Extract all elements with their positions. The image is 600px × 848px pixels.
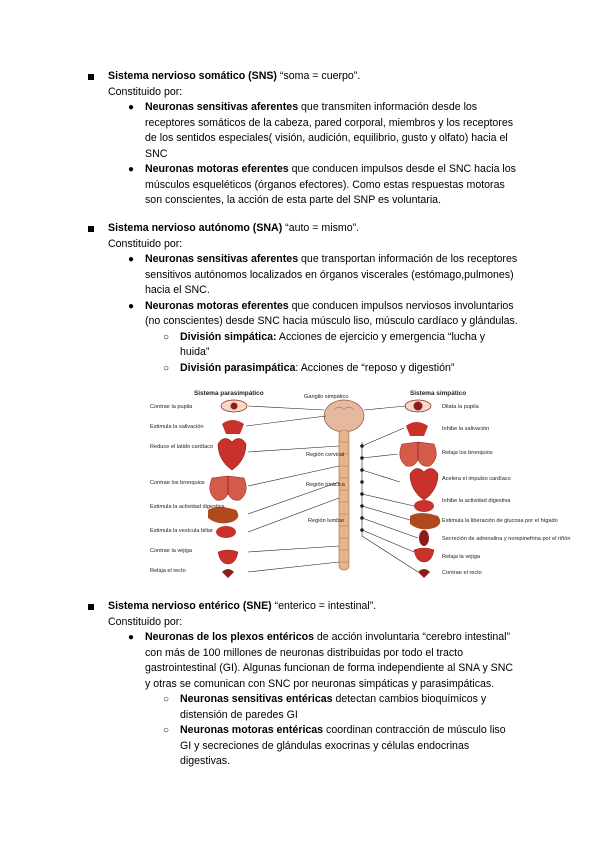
nervous-system-diagram: [148, 386, 571, 582]
list-subitem: ○ Neuronas sensitivas entéricas detectan cambios bioquímicos y distensión de paredes GI: [163, 693, 487, 721]
section-sna: [0, 221, 600, 376]
section-sns: [0, 69, 600, 209]
list-item: ● Neuronas motoras eferentes que conducen impulsos nerviosos involuntarios (no conscientes) desde SNC hacia músculo liso, músculo cardíaco y glándulas.: [128, 299, 518, 327]
hollow-bullet-icon: ○: [163, 331, 170, 343]
constituted-label: Constituido por:: [108, 237, 183, 250]
diagram-label: Secreción de adrenalina y norepinefrina por el riñón: [442, 536, 571, 542]
diagram-label: Contrae el recto: [442, 570, 482, 576]
round-bullet-icon: ●: [128, 632, 135, 643]
list-item: ● Neuronas sensitivas aferentes que transportan información de los receptores sensitivos autónomos localizados en órganos viscerales (estómago,pulmones) hacia el SNC.: [128, 253, 518, 296]
stomach-icon: [216, 526, 236, 538]
constituted-label: Constituido por:: [108, 615, 183, 628]
ganglion-label: Ganglio simpático: [304, 394, 349, 400]
round-bullet-icon: ●: [128, 254, 135, 265]
diagram-label: Estimula la vesícula biliar: [150, 528, 213, 534]
region-label: Región lumbar: [308, 518, 345, 524]
region-label: Región torácica: [306, 482, 345, 488]
diagram-label: Dilata la pupila: [442, 404, 479, 410]
square-bullet-icon: [88, 74, 94, 80]
hollow-bullet-icon: ○: [163, 725, 170, 736]
heading-sna: Sistema nervioso autónomo (SNA) “auto = mismo”.: [0, 221, 600, 237]
diagram-label: Acelera el impulso cardíaco: [442, 476, 511, 482]
square-bullet-icon: [88, 226, 94, 232]
diagram-label: Contrae los bronquios: [150, 480, 205, 486]
round-bullet-icon: ●: [128, 164, 135, 175]
diagram-label: Relaja la vejiga: [442, 554, 480, 560]
list-item: ● Neuronas de los plexos entéricos de acción involuntaria “cerebro intestinal” con más de 100 millones de neuronas distribuidas por todo el tracto gastrointestinal (GI). Algunas funcionan de forma independiente al SNA y SNC y otras se comunican con SNC por neuronas simpáticas y parasimpáticas.: [128, 631, 514, 690]
sympathetic-title: Sistema simpático: [410, 390, 467, 397]
constituted-label: Constituido por:: [108, 85, 183, 98]
list-subitem: ○ División simpática: Acciones de ejercicio y emergencia “lucha y huida”: [163, 330, 486, 358]
parasympathetic-title: Sistema parasimpático: [194, 390, 264, 397]
kidney-icon: [419, 530, 429, 546]
diagram-label: Relaja el recto: [150, 568, 186, 574]
list-subitem: ○ División parasimpática: Acciones de “reposo y digestión”: [0, 361, 600, 377]
section-sne: [0, 599, 600, 770]
diagram-label: Estimula la liberación de glucosa por el hígado: [442, 518, 558, 524]
stomach-icon: [414, 500, 434, 512]
salivary-gland-icon: [406, 422, 428, 436]
list-item: ● Neuronas sensitivas aferentes que transmiten información desde los receptores somáticos de la cabeza, pared corporal, miembros y los receptores de los sentidos especiales( visión, audición, equilibrio, gusto y olfato) hacia el SNC: [128, 101, 514, 160]
liver-icon: [410, 513, 440, 529]
pupil-icon: [231, 403, 238, 410]
list-subitem: ○ Neuronas motoras entéricas coordinan contracción de músculo liso GI y secreciones de glándulas exocrinas y células endocrinas digestivas.: [163, 724, 506, 767]
diagram-label: Estimula la actividad digestiva: [150, 504, 225, 510]
list-item: ● Neuronas motoras eferentes que conducen impulsos desde el SNC hacia los músculos esqueléticos (órganos efectores). Como estas respuestas motoras son conscientes, la acción de esta parte del SNP es voluntaria.: [128, 163, 516, 206]
square-bullet-icon: [88, 604, 94, 610]
diagram-label: Estimula la salivación: [150, 424, 204, 430]
round-bullet-icon: ●: [128, 300, 135, 312]
diagram-label: Contrae la pupila: [150, 404, 193, 410]
hollow-bullet-icon: ○: [163, 362, 170, 374]
diagram-label: Contrae la vejiga: [150, 548, 192, 554]
salivary-gland-icon: [222, 420, 244, 434]
round-bullet-icon: ●: [128, 102, 135, 113]
diagram-label: Inhibe la actividad digestiva: [442, 498, 511, 504]
hollow-bullet-icon: ○: [163, 694, 170, 705]
pupil-icon: [414, 402, 423, 411]
diagram-label: Relaja los bronquios: [442, 450, 493, 456]
diagram-label: Reduce el latido cardíaco: [150, 444, 214, 450]
spinal-cord-icon: [339, 430, 349, 570]
heading-sns: Sistema nervioso somático (SNS) “soma = cuerpo”.: [0, 69, 600, 85]
diagram-label: Inhibe la salivación: [442, 426, 490, 432]
region-label: Región cervical: [306, 452, 345, 458]
heading-sne: Sistema nervioso entérico (SNE) “enterico = intestinal”.: [0, 599, 600, 615]
brain-icon: [324, 400, 364, 432]
